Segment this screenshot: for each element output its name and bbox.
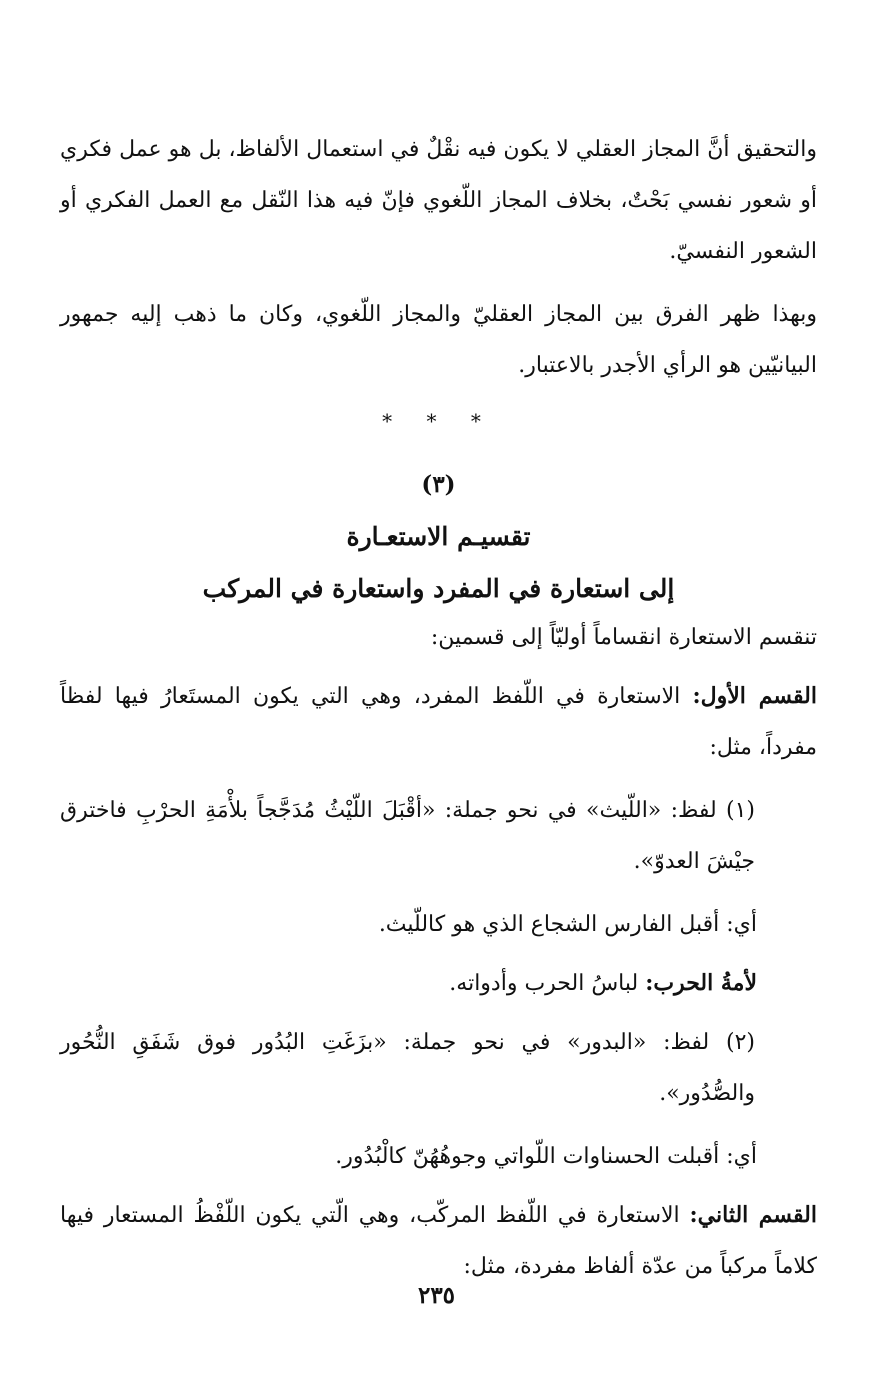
paragraph-majaz-aqli: والتحقيق أنَّ المجاز العقلي لا يكون فيه نقْلٌ في استعمال الألفاظ، بل هو عمل فكري أو شعور نفسي بَحْتٌ، بخلاف المجاز اللّغوي فإنّ فيه هذا النّقل مع العمل الفكري أو الشعور النفسيّ. <box>60 137 817 264</box>
intro-paragraph: تنقسم الاستعارة انقساماً أوليّاً إلى قسمين: <box>430 625 817 650</box>
part-one-text: الاستعارة في اللّفظ المفرد، وهي التي يكون المستَعارُ فيها لفظاً مفرداً، مثل: <box>60 684 817 760</box>
page-body <box>60 124 817 1337</box>
part-two-label: القسم الثاني: <box>689 1202 817 1228</box>
part-two-text: الاستعارة في اللّفظ المركّب، وهي الّتي يكون اللّفْظُ المستعار فيها كلاماً مركباً من عدّة ألفاظ مفردة، مثل: <box>60 1203 817 1279</box>
part-one-label: القسم الأول: <box>692 683 817 709</box>
section-number: (٣) <box>421 471 456 498</box>
part-two-paragraph <box>60 1190 817 1292</box>
part-one-paragraph <box>60 671 817 773</box>
paragraph-difference: وبهذا ظهر الفرق بين المجاز العقليّ والمجاز اللّغوي، وكان ما ذهب إليه جمهور البيانيّين هو الرأي الأجدر بالاعتبار. <box>60 302 817 378</box>
example-one: (١) لفظ: «اللّيث» في نحو جملة: «أقْبَلَ اللّيْثُ مُدَجَّجاً بلأْمَةِ الحرْبِ فاخترق جيْشَ العدوّ». <box>60 798 755 874</box>
example-two: (٢) لفظ: «البدور» في نحو جملة: «بزَغَتِ البُدُور فوق شَفَقِ النُّحُور والصُّدُور». <box>60 1030 755 1106</box>
page-number: ٢٣٥ <box>417 1282 456 1309</box>
section-subtitle: إلى استعارة في المفرد واستعارة في المركب <box>202 574 675 603</box>
section-separator: * * * <box>382 409 495 433</box>
example-one-meaning: أي: أقبل الفارس الشجاع الذي هو كاللّيث. <box>378 912 757 937</box>
term-definition: لباسُ الحرب وأدواته. <box>449 971 646 996</box>
example-two-meaning: أي: أقبلت الحسناوات اللّواتي وجوهُهُنّ كالْبُدُور. <box>335 1144 757 1169</box>
term-label: لأمةُ الحرب: <box>645 970 757 996</box>
example-one-term <box>60 958 817 1009</box>
section-title: تقسيـم الاستعـارة <box>346 522 531 551</box>
